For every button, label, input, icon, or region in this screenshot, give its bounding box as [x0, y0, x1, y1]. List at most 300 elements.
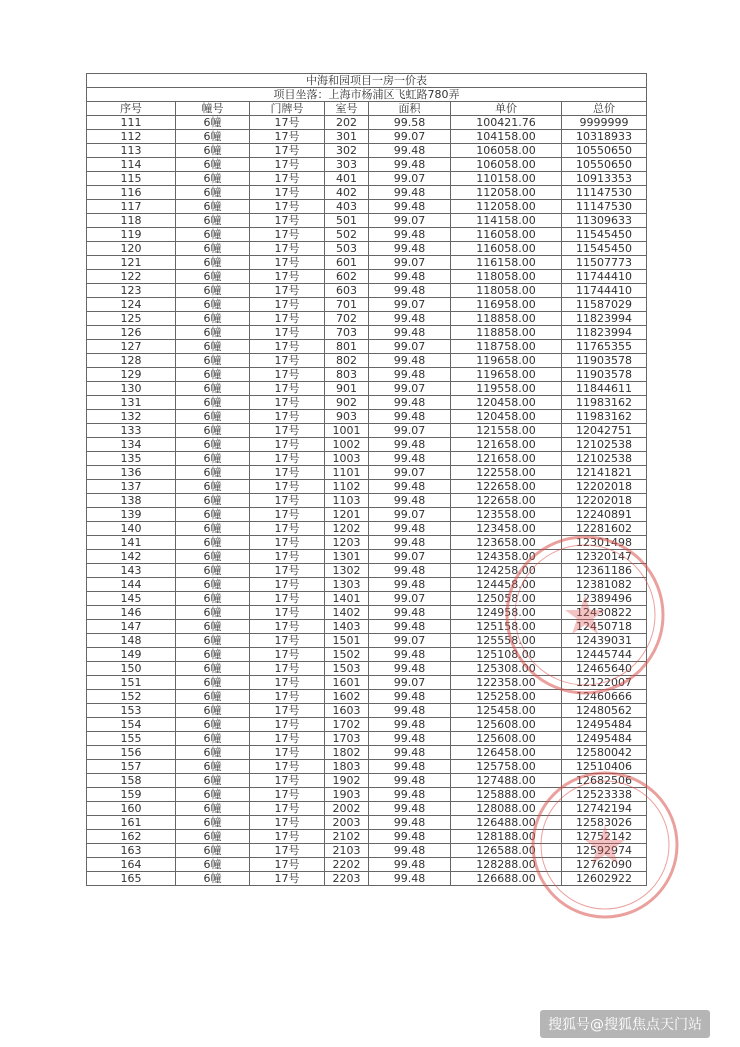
room-cell: 501: [325, 214, 369, 228]
room-cell: 1203: [325, 536, 369, 550]
room-cell: 1202: [325, 522, 369, 536]
room-cell: 1003: [325, 452, 369, 466]
door-no-cell: 17号: [250, 452, 325, 466]
room-cell: 803: [325, 368, 369, 382]
area-cell: 99.48: [369, 410, 451, 424]
area-cell: 99.48: [369, 522, 451, 536]
table-row: [87, 144, 647, 158]
table-row: [87, 746, 647, 760]
total-price-cell: 12439031: [562, 634, 647, 648]
table-row: [87, 368, 647, 382]
building-cell: 6幢: [176, 858, 250, 872]
unit-price-cell: 123558.00: [451, 508, 562, 522]
seq-cell: 151: [87, 676, 176, 690]
total-price-cell: 11903578: [562, 368, 647, 382]
unit-price-cell: 116158.00: [451, 256, 562, 270]
door-no-cell: 17号: [250, 424, 325, 438]
table-row: [87, 620, 647, 634]
table-row: [87, 508, 647, 522]
room-cell: 802: [325, 354, 369, 368]
seq-cell: 118: [87, 214, 176, 228]
total-price-cell: 12460666: [562, 690, 647, 704]
area-cell: 99.07: [369, 466, 451, 480]
seq-cell: 147: [87, 620, 176, 634]
room-cell: 1401: [325, 592, 369, 606]
header-seq: 序号: [87, 102, 176, 116]
area-cell: 99.48: [369, 844, 451, 858]
seq-cell: 131: [87, 396, 176, 410]
room-cell: 503: [325, 242, 369, 256]
door-no-cell: 17号: [250, 270, 325, 284]
table-row: [87, 228, 647, 242]
area-cell: 99.48: [369, 718, 451, 732]
room-cell: 1502: [325, 648, 369, 662]
room-cell: 1302: [325, 564, 369, 578]
seq-cell: 161: [87, 816, 176, 830]
seq-cell: 158: [87, 774, 176, 788]
room-cell: 202: [325, 116, 369, 130]
area-cell: 99.48: [369, 326, 451, 340]
price-sheet: [86, 73, 646, 886]
room-cell: 1002: [325, 438, 369, 452]
table-row: [87, 774, 647, 788]
area-cell: 99.48: [369, 648, 451, 662]
table-row: [87, 130, 647, 144]
door-no-cell: 17号: [250, 186, 325, 200]
building-cell: 6幢: [176, 564, 250, 578]
table-title: 中海和园项目一房一价表: [87, 74, 647, 88]
door-no-cell: 17号: [250, 634, 325, 648]
area-cell: 99.48: [369, 312, 451, 326]
seq-cell: 164: [87, 858, 176, 872]
door-no-cell: 17号: [250, 340, 325, 354]
door-no-cell: 17号: [250, 410, 325, 424]
room-cell: 602: [325, 270, 369, 284]
table-row: [87, 578, 647, 592]
unit-price-cell: 119558.00: [451, 382, 562, 396]
building-cell: 6幢: [176, 424, 250, 438]
seq-cell: 159: [87, 788, 176, 802]
unit-price-cell: 125258.00: [451, 690, 562, 704]
door-no-cell: 17号: [250, 508, 325, 522]
unit-price-cell: 125158.00: [451, 620, 562, 634]
room-cell: 1201: [325, 508, 369, 522]
seq-cell: 157: [87, 760, 176, 774]
total-price-cell: 12510406: [562, 760, 647, 774]
building-cell: 6幢: [176, 816, 250, 830]
area-cell: 99.48: [369, 354, 451, 368]
door-no-cell: 17号: [250, 382, 325, 396]
unit-price-cell: 119658.00: [451, 368, 562, 382]
building-cell: 6幢: [176, 788, 250, 802]
area-cell: 99.48: [369, 452, 451, 466]
unit-price-cell: 123658.00: [451, 536, 562, 550]
area-cell: 99.48: [369, 872, 451, 886]
seq-cell: 143: [87, 564, 176, 578]
seq-cell: 146: [87, 606, 176, 620]
building-cell: 6幢: [176, 522, 250, 536]
total-price-cell: 10550650: [562, 144, 647, 158]
door-no-cell: 17号: [250, 872, 325, 886]
seq-cell: 153: [87, 704, 176, 718]
room-cell: 901: [325, 382, 369, 396]
room-cell: 1402: [325, 606, 369, 620]
seq-cell: 128: [87, 354, 176, 368]
seq-cell: 155: [87, 732, 176, 746]
door-no-cell: 17号: [250, 480, 325, 494]
table-row: [87, 270, 647, 284]
table-row: [87, 312, 647, 326]
unit-price-cell: 122658.00: [451, 494, 562, 508]
table-row: [87, 382, 647, 396]
table-row: [87, 298, 647, 312]
room-cell: 603: [325, 284, 369, 298]
total-price-cell: 11545450: [562, 242, 647, 256]
building-cell: 6幢: [176, 326, 250, 340]
door-no-cell: 17号: [250, 214, 325, 228]
room-cell: 702: [325, 312, 369, 326]
building-cell: 6幢: [176, 830, 250, 844]
building-cell: 6幢: [176, 214, 250, 228]
total-price-cell: 12361186: [562, 564, 647, 578]
total-price-cell: 12301498: [562, 536, 647, 550]
total-price-cell: 12202018: [562, 480, 647, 494]
area-cell: 99.07: [369, 592, 451, 606]
total-price-cell: 11309633: [562, 214, 647, 228]
room-cell: 2202: [325, 858, 369, 872]
seq-cell: 140: [87, 522, 176, 536]
room-cell: 1902: [325, 774, 369, 788]
unit-price-cell: 112058.00: [451, 186, 562, 200]
room-cell: 1802: [325, 746, 369, 760]
header-total-price: 总价: [562, 102, 647, 116]
total-price-cell: 12389496: [562, 592, 647, 606]
seq-cell: 111: [87, 116, 176, 130]
room-cell: 2103: [325, 844, 369, 858]
room-cell: 302: [325, 144, 369, 158]
unit-price-cell: 112058.00: [451, 200, 562, 214]
price-table: [86, 73, 647, 886]
unit-price-cell: 118058.00: [451, 284, 562, 298]
room-cell: 903: [325, 410, 369, 424]
seq-cell: 124: [87, 298, 176, 312]
unit-price-cell: 125888.00: [451, 788, 562, 802]
total-price-cell: 12430822: [562, 606, 647, 620]
building-cell: 6幢: [176, 606, 250, 620]
seq-cell: 139: [87, 508, 176, 522]
total-price-cell: 12580042: [562, 746, 647, 760]
total-price-cell: 10318933: [562, 130, 647, 144]
total-price-cell: 9999999: [562, 116, 647, 130]
building-cell: 6幢: [176, 396, 250, 410]
total-price-cell: 12592974: [562, 844, 647, 858]
building-cell: 6幢: [176, 228, 250, 242]
door-no-cell: 17号: [250, 802, 325, 816]
unit-price-cell: 106058.00: [451, 144, 562, 158]
area-cell: 99.58: [369, 116, 451, 130]
unit-price-cell: 118858.00: [451, 312, 562, 326]
area-cell: 99.48: [369, 760, 451, 774]
unit-price-cell: 125758.00: [451, 760, 562, 774]
room-cell: 1803: [325, 760, 369, 774]
unit-price-cell: 120458.00: [451, 410, 562, 424]
total-price-cell: 11823994: [562, 312, 647, 326]
unit-price-cell: 121558.00: [451, 424, 562, 438]
door-no-cell: 17号: [250, 578, 325, 592]
building-cell: 6幢: [176, 382, 250, 396]
door-no-cell: 17号: [250, 284, 325, 298]
building-cell: 6幢: [176, 872, 250, 886]
building-cell: 6幢: [176, 620, 250, 634]
room-cell: 801: [325, 340, 369, 354]
table-row: [87, 676, 647, 690]
table-row: [87, 438, 647, 452]
seq-cell: 154: [87, 718, 176, 732]
building-cell: 6幢: [176, 284, 250, 298]
unit-price-cell: 125108.00: [451, 648, 562, 662]
area-cell: 99.07: [369, 634, 451, 648]
table-row: [87, 830, 647, 844]
seq-cell: 127: [87, 340, 176, 354]
room-cell: 403: [325, 200, 369, 214]
table-row: [87, 844, 647, 858]
unit-price-cell: 125558.00: [451, 634, 562, 648]
seq-cell: 156: [87, 746, 176, 760]
door-no-cell: 17号: [250, 816, 325, 830]
table-row: [87, 480, 647, 494]
seq-cell: 134: [87, 438, 176, 452]
building-cell: 6幢: [176, 186, 250, 200]
unit-price-cell: 116058.00: [451, 242, 562, 256]
area-cell: 99.07: [369, 340, 451, 354]
area-cell: 99.48: [369, 158, 451, 172]
room-cell: 1001: [325, 424, 369, 438]
seq-cell: 130: [87, 382, 176, 396]
room-cell: 703: [325, 326, 369, 340]
room-cell: 2102: [325, 830, 369, 844]
door-no-cell: 17号: [250, 312, 325, 326]
seq-cell: 150: [87, 662, 176, 676]
area-cell: 99.48: [369, 620, 451, 634]
total-price-cell: 12122007: [562, 676, 647, 690]
unit-price-cell: 125308.00: [451, 662, 562, 676]
door-no-cell: 17号: [250, 550, 325, 564]
unit-price-cell: 125458.00: [451, 704, 562, 718]
door-no-cell: 17号: [250, 830, 325, 844]
header-row: [87, 102, 647, 116]
seq-cell: 144: [87, 578, 176, 592]
door-no-cell: 17号: [250, 494, 325, 508]
room-cell: 1403: [325, 620, 369, 634]
table-row: [87, 536, 647, 550]
unit-price-cell: 125608.00: [451, 718, 562, 732]
seq-cell: 137: [87, 480, 176, 494]
building-cell: 6幢: [176, 550, 250, 564]
total-price-cell: 12495484: [562, 718, 647, 732]
watermark: 搜狐号@搜狐焦点天门站: [540, 1010, 710, 1038]
room-cell: 401: [325, 172, 369, 186]
table-row: [87, 858, 647, 872]
building-cell: 6幢: [176, 578, 250, 592]
door-no-cell: 17号: [250, 228, 325, 242]
table-row: [87, 592, 647, 606]
unit-price-cell: 120458.00: [451, 396, 562, 410]
area-cell: 99.07: [369, 508, 451, 522]
door-no-cell: 17号: [250, 144, 325, 158]
area-cell: 99.48: [369, 858, 451, 872]
total-price-cell: 11903578: [562, 354, 647, 368]
seq-cell: 142: [87, 550, 176, 564]
table-row: [87, 718, 647, 732]
unit-price-cell: 118058.00: [451, 270, 562, 284]
header-door-no: 门牌号: [250, 102, 325, 116]
building-cell: 6幢: [176, 298, 250, 312]
total-price-cell: 12320147: [562, 550, 647, 564]
header-area: 面积: [369, 102, 451, 116]
door-no-cell: 17号: [250, 592, 325, 606]
table-row: [87, 424, 647, 438]
seq-cell: 122: [87, 270, 176, 284]
door-no-cell: 17号: [250, 158, 325, 172]
total-price-cell: 12602922: [562, 872, 647, 886]
area-cell: 99.07: [369, 256, 451, 270]
table-row: [87, 116, 647, 130]
door-no-cell: 17号: [250, 116, 325, 130]
door-no-cell: 17号: [250, 200, 325, 214]
table-row: [87, 522, 647, 536]
area-cell: 99.48: [369, 270, 451, 284]
area-cell: 99.07: [369, 130, 451, 144]
seq-cell: 114: [87, 158, 176, 172]
seq-cell: 160: [87, 802, 176, 816]
total-price-cell: 12450718: [562, 620, 647, 634]
unit-price-cell: 126458.00: [451, 746, 562, 760]
area-cell: 99.48: [369, 536, 451, 550]
door-no-cell: 17号: [250, 788, 325, 802]
unit-price-cell: 121658.00: [451, 438, 562, 452]
area-cell: 99.48: [369, 690, 451, 704]
room-cell: 1303: [325, 578, 369, 592]
seq-cell: 120: [87, 242, 176, 256]
unit-price-cell: 119658.00: [451, 354, 562, 368]
table-row: [87, 732, 647, 746]
door-no-cell: 17号: [250, 774, 325, 788]
unit-price-cell: 126488.00: [451, 816, 562, 830]
door-no-cell: 17号: [250, 130, 325, 144]
building-cell: 6幢: [176, 704, 250, 718]
room-cell: 1602: [325, 690, 369, 704]
door-no-cell: 17号: [250, 732, 325, 746]
area-cell: 99.48: [369, 788, 451, 802]
total-price-cell: 12583026: [562, 816, 647, 830]
seq-cell: 117: [87, 200, 176, 214]
unit-price-cell: 127488.00: [451, 774, 562, 788]
total-price-cell: 12465640: [562, 662, 647, 676]
seq-cell: 113: [87, 144, 176, 158]
unit-price-cell: 116058.00: [451, 228, 562, 242]
total-price-cell: 12682506: [562, 774, 647, 788]
room-cell: 1703: [325, 732, 369, 746]
total-price-cell: 11507773: [562, 256, 647, 270]
unit-price-cell: 104158.00: [451, 130, 562, 144]
room-cell: 2003: [325, 816, 369, 830]
total-price-cell: 10550650: [562, 158, 647, 172]
unit-price-cell: 122558.00: [451, 466, 562, 480]
area-cell: 99.48: [369, 746, 451, 760]
building-cell: 6幢: [176, 130, 250, 144]
door-no-cell: 17号: [250, 564, 325, 578]
building-cell: 6幢: [176, 200, 250, 214]
total-price-cell: 12042751: [562, 424, 647, 438]
table-row: [87, 158, 647, 172]
seq-cell: 116: [87, 186, 176, 200]
unit-price-cell: 118758.00: [451, 340, 562, 354]
door-no-cell: 17号: [250, 242, 325, 256]
building-cell: 6幢: [176, 662, 250, 676]
area-cell: 99.07: [369, 550, 451, 564]
seq-cell: 138: [87, 494, 176, 508]
unit-price-cell: 100421.76: [451, 116, 562, 130]
table-row: [87, 634, 647, 648]
room-cell: 2002: [325, 802, 369, 816]
unit-price-cell: 128288.00: [451, 858, 562, 872]
building-cell: 6幢: [176, 760, 250, 774]
table-row: [87, 284, 647, 298]
room-cell: 402: [325, 186, 369, 200]
building-cell: 6幢: [176, 116, 250, 130]
seq-cell: 112: [87, 130, 176, 144]
area-cell: 99.07: [369, 298, 451, 312]
table-row: [87, 760, 647, 774]
door-no-cell: 17号: [250, 522, 325, 536]
seq-cell: 165: [87, 872, 176, 886]
total-price-cell: 12523338: [562, 788, 647, 802]
area-cell: 99.48: [369, 816, 451, 830]
building-cell: 6幢: [176, 494, 250, 508]
building-cell: 6幢: [176, 158, 250, 172]
total-price-cell: 11147530: [562, 186, 647, 200]
seq-cell: 136: [87, 466, 176, 480]
building-cell: 6幢: [176, 354, 250, 368]
door-no-cell: 17号: [250, 536, 325, 550]
unit-price-cell: 126588.00: [451, 844, 562, 858]
door-no-cell: 17号: [250, 396, 325, 410]
total-price-cell: 12281602: [562, 522, 647, 536]
door-no-cell: 17号: [250, 844, 325, 858]
building-cell: 6幢: [176, 592, 250, 606]
room-cell: 1102: [325, 480, 369, 494]
area-cell: 99.48: [369, 228, 451, 242]
table-row: [87, 564, 647, 578]
room-cell: 2203: [325, 872, 369, 886]
building-cell: 6幢: [176, 648, 250, 662]
location-row: [87, 88, 647, 102]
total-price-cell: 11545450: [562, 228, 647, 242]
area-cell: 99.48: [369, 186, 451, 200]
table-row: [87, 172, 647, 186]
building-cell: 6幢: [176, 732, 250, 746]
door-no-cell: 17号: [250, 620, 325, 634]
table-row: [87, 704, 647, 718]
area-cell: 99.48: [369, 578, 451, 592]
building-cell: 6幢: [176, 480, 250, 494]
area-cell: 99.48: [369, 480, 451, 494]
project-location: 项目坐落：上海市杨浦区飞虹路780弄: [87, 88, 647, 102]
door-no-cell: 17号: [250, 662, 325, 676]
seq-cell: 141: [87, 536, 176, 550]
unit-price-cell: 126688.00: [451, 872, 562, 886]
seq-cell: 135: [87, 452, 176, 466]
